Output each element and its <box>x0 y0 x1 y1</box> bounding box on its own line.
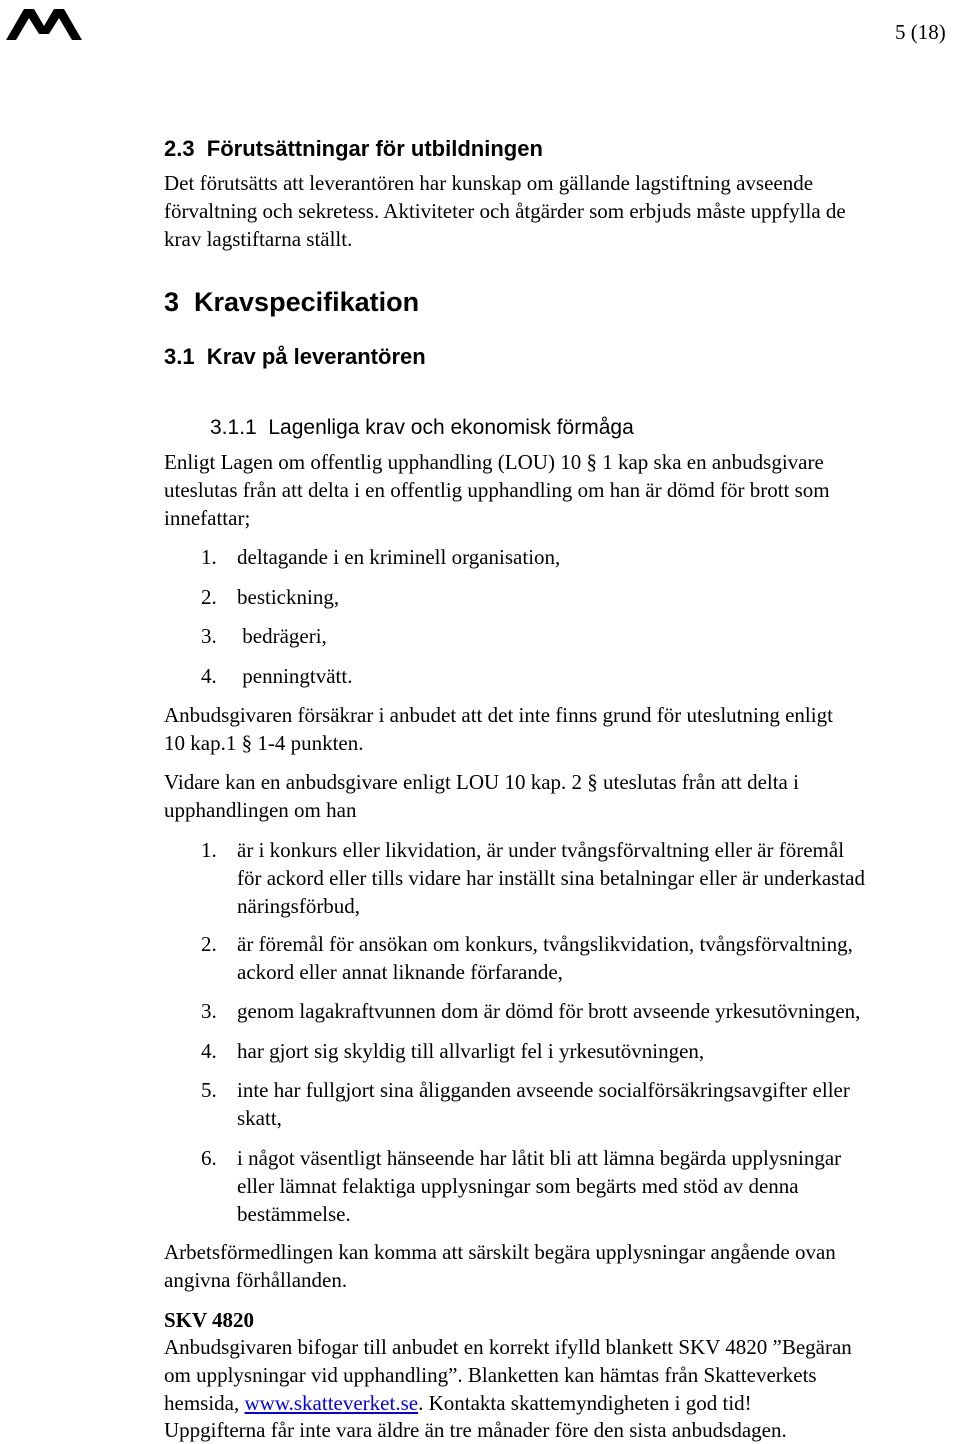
list-item-text: eller lämnat felaktiga upplysningar som begärts med stöd av denna <box>237 1174 799 1198</box>
list-item-text: bestickning, <box>237 585 340 609</box>
section-heading-3-1-1: 3.1.1 Lagenliga krav och ekonomisk förmåga <box>210 416 634 439</box>
paragraph-line: Enligt Lagen om offentlig upphandling (LOU) 10 § 1 kap ska en anbudsgivare <box>164 450 824 474</box>
list-item-text: i något väsentligt hänseende har låtit bli att lämna begärda upplysningar <box>237 1146 842 1170</box>
section-heading-2-3: 2.3 Förutsättningar för utbildningen <box>164 136 543 161</box>
paragraph-line: 10 kap.1 § 1-4 punkten. <box>164 731 364 755</box>
paragraph-line: uteslutas från att delta i en offentlig upphandling om han är dömd för brott som <box>164 478 830 502</box>
list-item-text: inte har fullgjort sina åligganden avseende socialförsäkringsavgifter eller <box>237 1078 850 1102</box>
paragraph-line: Anbudsgivaren bifogar till anbudet en korrekt ifylld blankett SKV 4820 ”Begäran <box>164 1335 852 1359</box>
section-heading-3: 3 Kravspecifikation <box>164 287 420 317</box>
list-item-number: 3. <box>201 999 217 1023</box>
text-fragment: . Kontakta skattemyndigheten i god tid! <box>418 1391 752 1415</box>
list-item-number: 6. <box>201 1146 217 1170</box>
list-item-text: skatt, <box>237 1106 282 1130</box>
list-item-text: är i konkurs eller likvidation, är under tvångsförvaltning eller är föremål <box>237 838 845 862</box>
list-item-text: genom lagakraftvunnen dom är dömd för brott avseende yrkesutövningen, <box>237 999 861 1023</box>
arbetsformedlingen-logo <box>4 6 84 42</box>
paragraph-line: Vidare kan en anbudsgivare enligt LOU 10 kap. 2 § uteslutas från att delta i <box>164 770 799 794</box>
paragraph-line: upphandlingen om han <box>164 798 357 822</box>
paragraph-line: om upplysningar vid upphandling”. Blanketten kan hämtas från Skatteverkets <box>164 1363 817 1387</box>
skv-heading: SKV 4820 <box>164 1308 255 1332</box>
list-item-number: 2. <box>201 932 217 956</box>
list-item-text: bedrägeri, <box>237 624 327 648</box>
list-item-number: 1. <box>201 545 217 569</box>
list-item-text: deltagande i en kriminell organisation, <box>237 545 561 569</box>
paragraph-line: Arbetsförmedlingen kan komma att särskilt begära upplysningar angående ovan <box>164 1240 836 1264</box>
list-item-number: 4. <box>201 664 217 688</box>
paragraph-line: Anbudsgivaren försäkrar i anbudet att det inte finns grund för uteslutning enligt <box>164 703 833 727</box>
list-item-number: 3. <box>201 624 217 648</box>
list-item-text: bestämmelse. <box>237 1202 351 1226</box>
paragraph-line: Uppgifterna får inte vara äldre än tre månader före den sista anbudsdagen. <box>164 1418 787 1442</box>
list-item-text: har gjort sig skyldig till allvarligt fel i yrkesutövningen, <box>237 1039 705 1063</box>
paragraph-line: krav lagstiftarna ställt. <box>164 227 353 251</box>
paragraph-line <box>164 1391 752 1416</box>
list-item-number: 1. <box>201 838 217 862</box>
paragraph-line: innefattar; <box>164 506 251 530</box>
list-item-text: penningtvätt. <box>237 664 353 688</box>
page-number: 5 (18) <box>895 20 946 44</box>
list-item-number: 4. <box>201 1039 217 1063</box>
list-item-number: 5. <box>201 1078 217 1102</box>
section-heading-3-1: 3.1 Krav på leverantören <box>164 344 426 369</box>
text-fragment: hemsida, <box>164 1391 245 1415</box>
paragraph-line: förvaltning och sekretess. Aktiviteter och åtgärder som erbjuds måste uppfylla de <box>164 199 846 223</box>
list-item-text: är föremål för ansökan om konkurs, tvångslikvidation, tvångsförvaltning, <box>237 932 853 956</box>
paragraph-line: angivna förhållanden. <box>164 1268 348 1292</box>
list-item-text: ackord eller annat liknande förfarande, <box>237 960 563 984</box>
list-item-number: 2. <box>201 585 217 609</box>
list-item-text: näringsförbud, <box>237 894 361 918</box>
list-item-text: för ackord eller tills vidare har inställt sina betalningar eller är underkastad <box>237 866 866 890</box>
skatteverket-link[interactable]: www.skatteverket.se <box>244 1391 419 1415</box>
paragraph-line: Det förutsätts att leverantören har kunskap om gällande lagstiftning avseende <box>164 171 814 195</box>
